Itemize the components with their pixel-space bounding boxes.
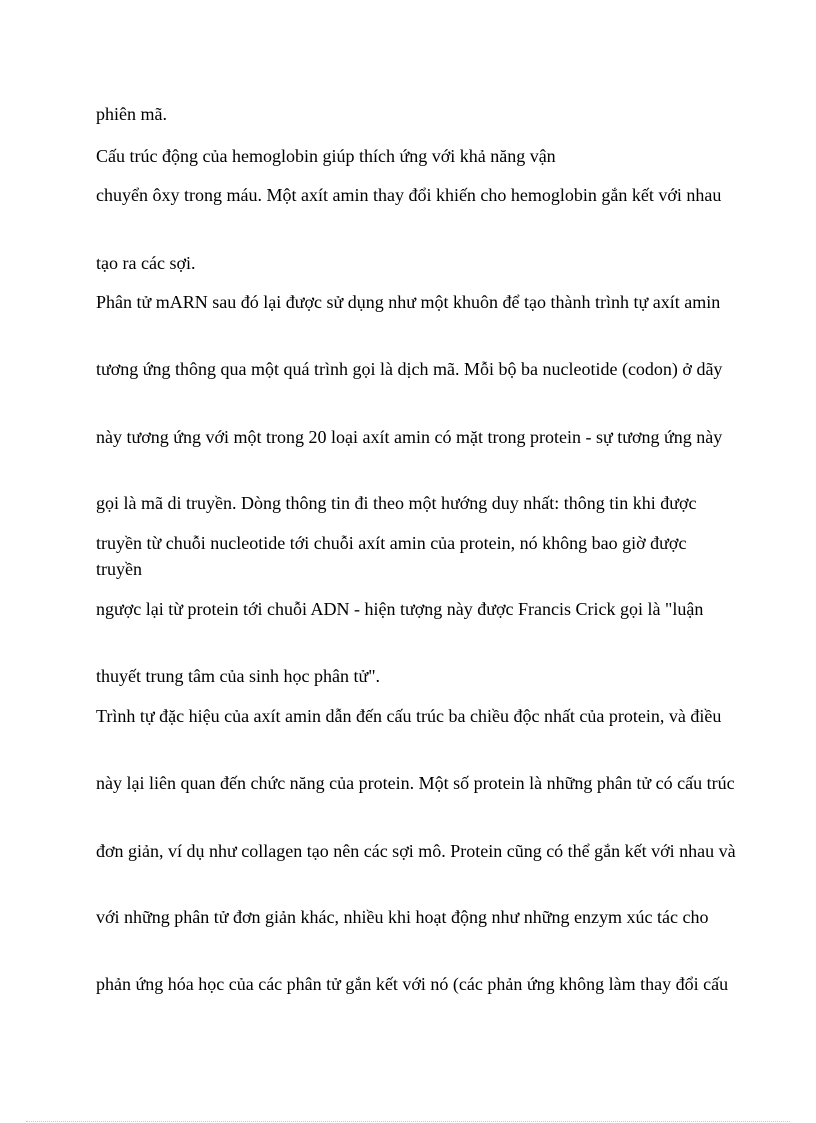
text-line: thuyết trung tâm của sinh học phân tử". [96, 666, 381, 686]
text-line: phản ứng hóa học của các phân tử gắn kết với nó (các phản ứng không làm thay đổi cấu [96, 974, 729, 994]
text-line: đơn giản, ví dụ như collagen tạo nên các sợi mô. Protein cũng có thể gắn kết với nhau và [96, 841, 736, 861]
text-line: ngược lại từ protein tới chuỗi ADN - hiện tượng này được Francis Crick gọi là "luận [96, 599, 704, 619]
text-line: tương ứng thông qua một quá trình gọi là dịch mã. Mỗi bộ ba nucleotide (codon) ở dãy [96, 359, 723, 379]
text-line: gọi là mã di truyền. Dòng thông tin đi theo một hướng duy nhất: thông tin khi được [96, 493, 697, 513]
text-line: Phân tử mARN sau đó lại được sử dụng như một khuôn để tạo thành trình tự axít amin [96, 292, 721, 312]
text-line: tạo ra các sợi. [96, 253, 196, 273]
text-line: phiên mã. [96, 104, 167, 124]
text-line: Trình tự đặc hiệu của axít amin dẫn đến cấu trúc ba chiều độc nhất của protein, và điều [96, 706, 722, 726]
text-line: này lại liên quan đến chức năng của protein. Một số protein là những phân tử có cấu trúc [96, 773, 735, 793]
text-line: truyền từ chuỗi nucleotide tới chuỗi axít amin của protein, nó không bao giờ được truyền [96, 533, 687, 579]
text-line: này tương ứng với một trong 20 loại axít amin có mặt trong protein - sự tương ứng này [96, 427, 723, 447]
text-line: Cấu trúc động của hemoglobin giúp thích ứng với khả năng vận [96, 146, 556, 166]
page-bottom-border [26, 1121, 790, 1122]
text-line: chuyển ôxy trong máu. Một axít amin thay đổi khiến cho hemoglobin gắn kết với nhau [96, 185, 722, 205]
text-line: với những phân tử đơn giản khác, nhiều khi hoạt động như những enzym xúc tác cho [96, 907, 709, 927]
